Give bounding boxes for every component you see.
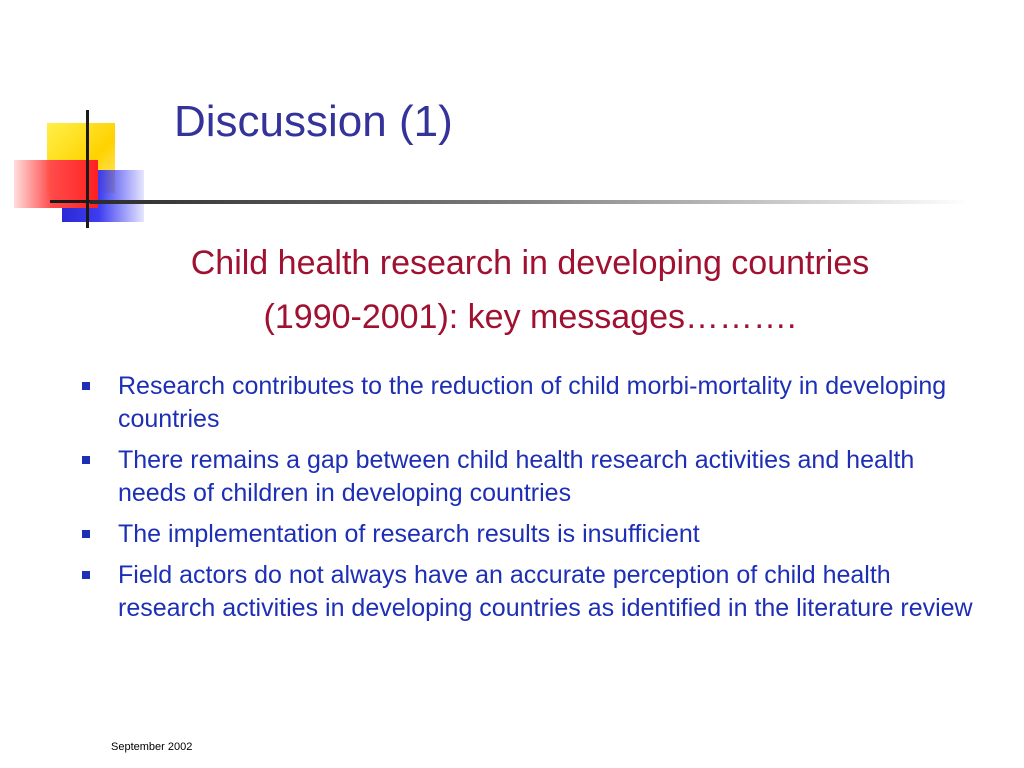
vertical-line [86,110,89,228]
bullet-item [80,559,980,625]
subtitle-line-2: (1990-2001): key messages………. [263,298,797,336]
title-underline [90,200,970,204]
slide-subtitle [80,236,980,344]
square-bullet-icon [82,456,90,464]
bullet-text: Field actors do not always have an accurate perception of child health research activities in developing countries as identified in the literature review [118,561,973,622]
square-bullet-icon [82,530,90,538]
slide-title: Discussion (1) [174,97,453,146]
bullet-text: Research contributes to the reduction of child morbi-mortality in developing countries [118,372,947,433]
square-bullet-icon [82,382,90,390]
bullet-item [80,444,980,510]
footer-date: September 2002 [111,741,193,753]
bullet-item [80,518,980,551]
bullet-text: There remains a gap between child health research activities and health needs of children in developing countries [118,446,915,507]
bullet-text: The implementation of research results is insufficient [118,520,700,548]
square-bullet-icon [82,571,90,579]
bullet-list [80,370,980,633]
corner-blocks-logo-icon [0,0,160,240]
bullet-item [80,370,980,436]
subtitle-line-1: Child health research in developing countries [190,244,870,282]
